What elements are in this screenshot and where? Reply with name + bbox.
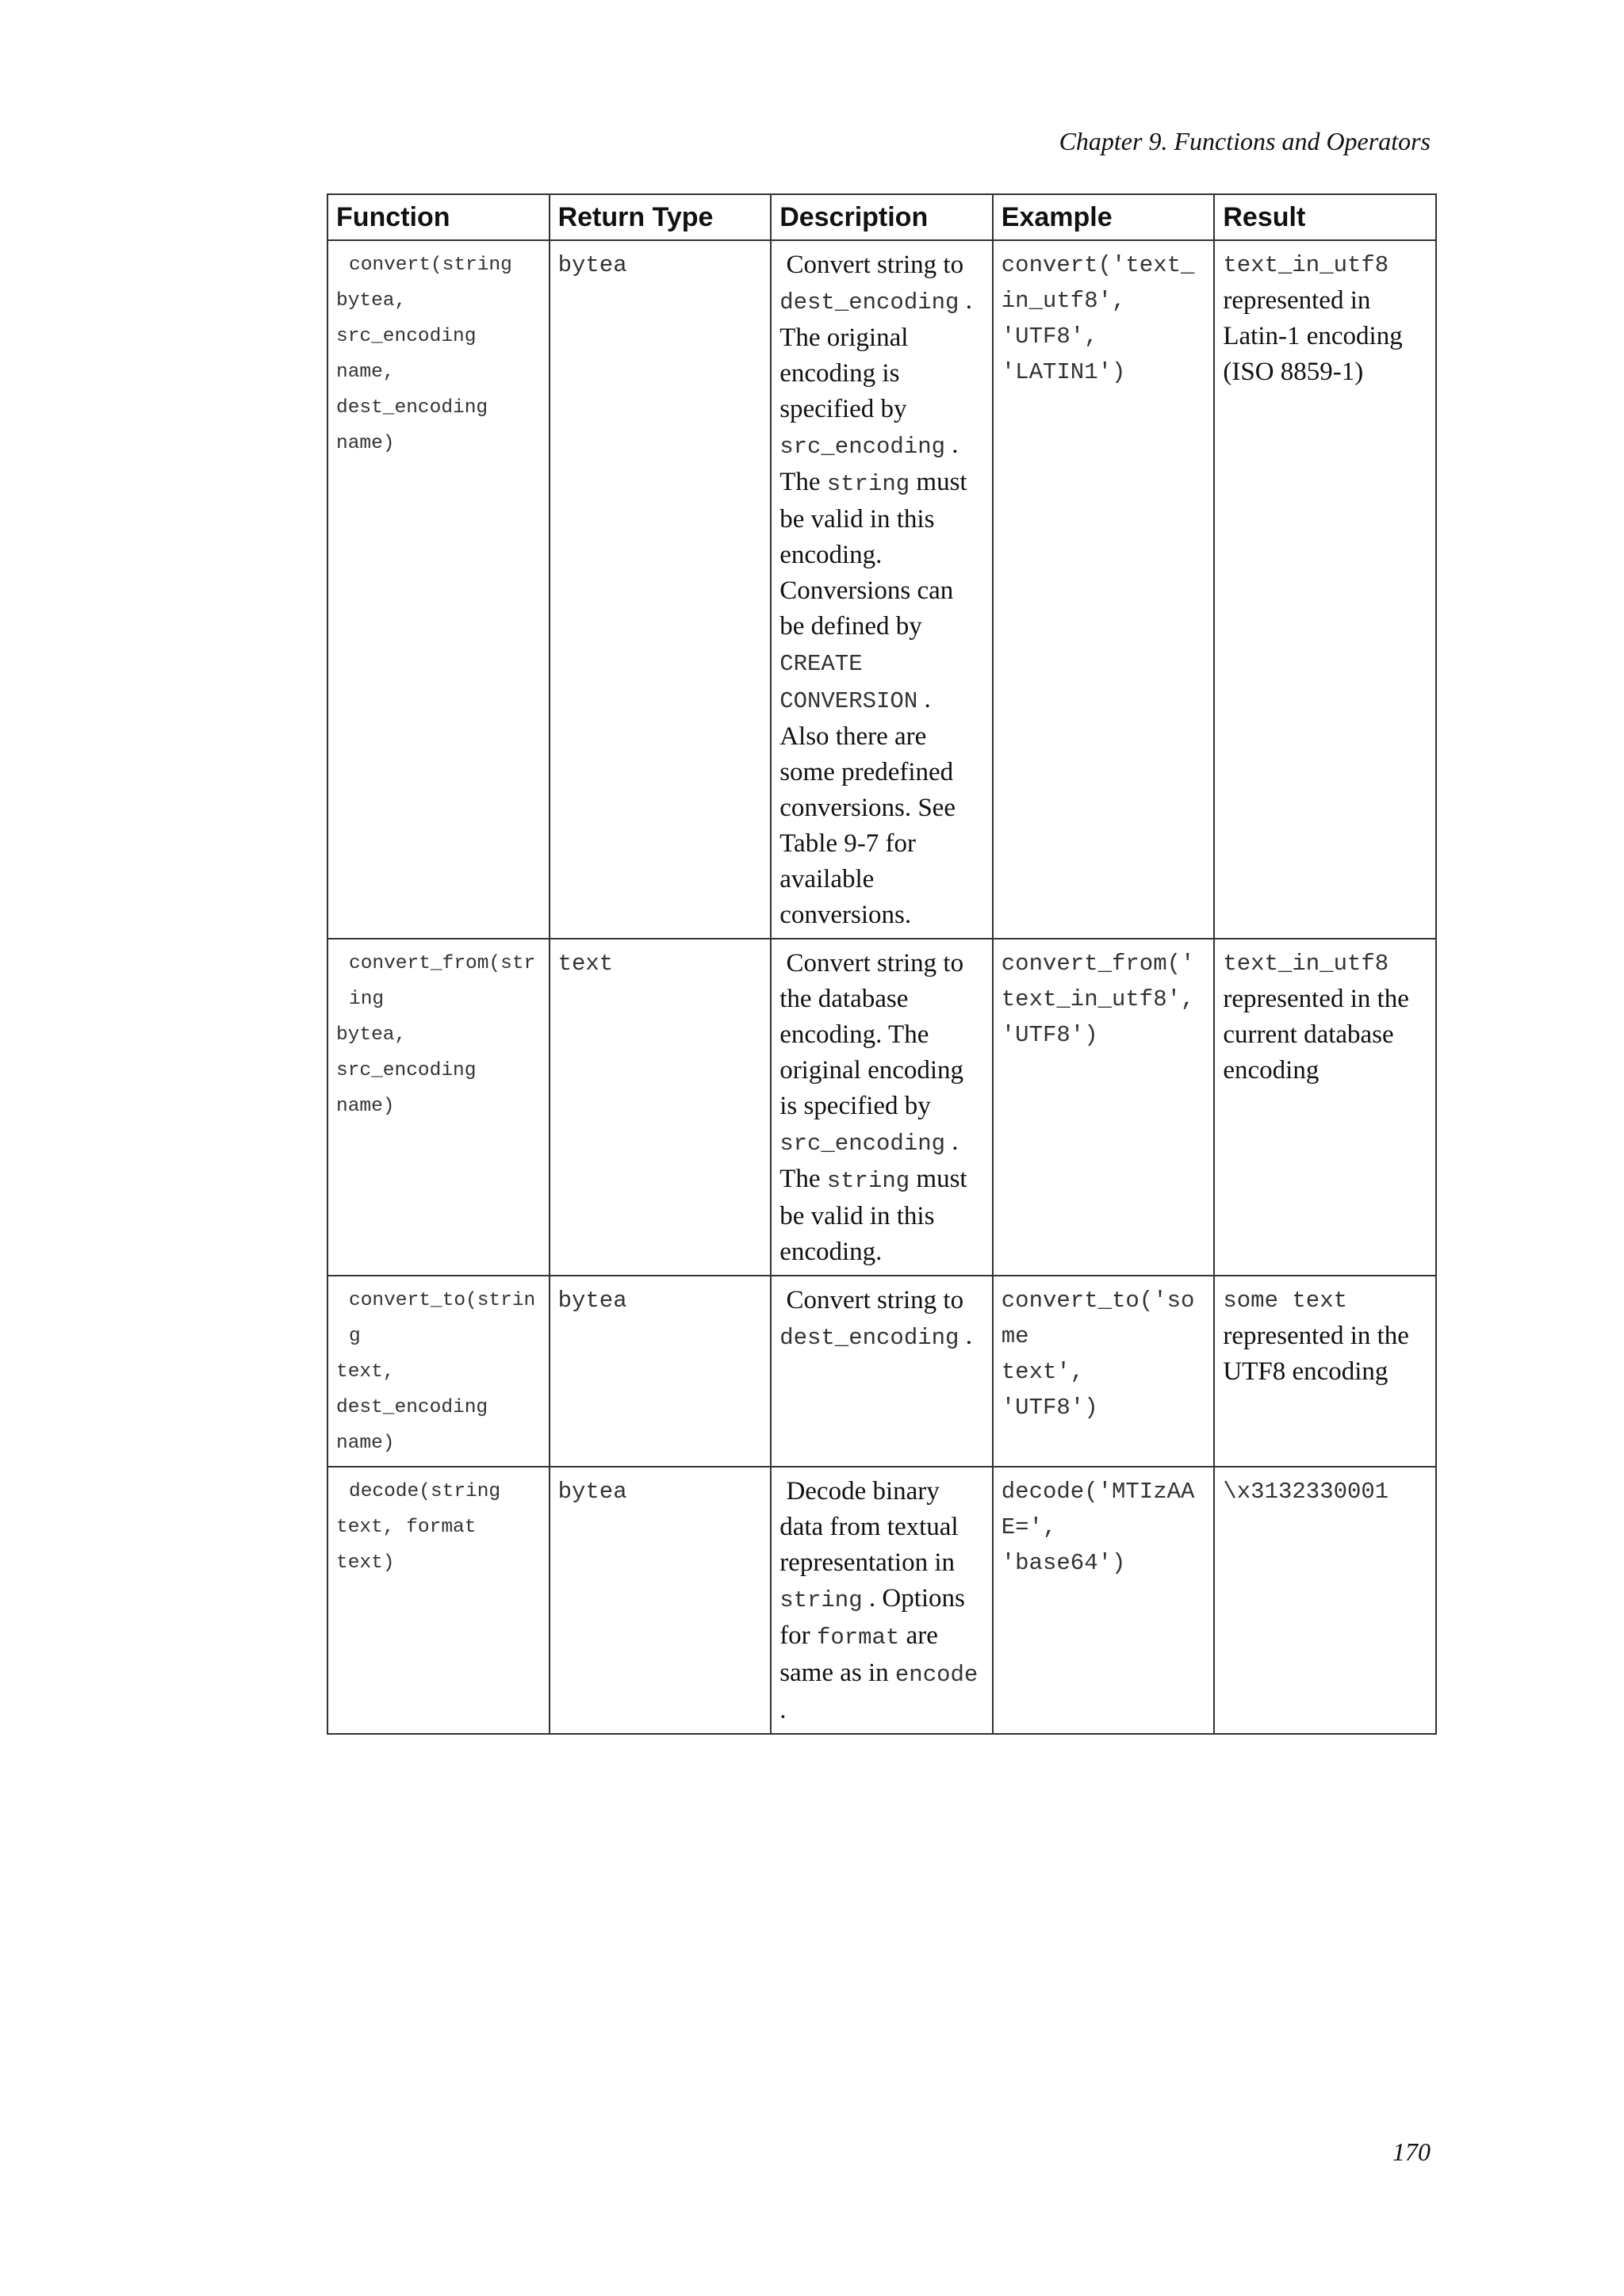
column-header-return-type: Return Type bbox=[550, 194, 772, 240]
column-header-description: Description bbox=[771, 194, 993, 240]
description-text: are same as in bbox=[779, 1621, 938, 1687]
description-code: string bbox=[826, 1168, 910, 1194]
description-code: dest_encoding bbox=[779, 1325, 959, 1351]
example-line: 'base64') bbox=[1001, 1550, 1126, 1576]
cell-result bbox=[1214, 1276, 1436, 1467]
cell-return-type bbox=[550, 1276, 772, 1467]
function-signature-line: name) bbox=[336, 1096, 395, 1117]
description-text: . bbox=[779, 1696, 787, 1724]
cell-description bbox=[771, 240, 993, 939]
return-type-value: text bbox=[557, 951, 614, 977]
cell-example bbox=[993, 939, 1215, 1276]
description-text: must be valid in this encoding. Conversions can be defined by bbox=[779, 468, 967, 641]
cell-return-type bbox=[550, 240, 772, 939]
example-line: 'UTF8', bbox=[1001, 323, 1098, 350]
cell-function bbox=[327, 939, 550, 1276]
description-code: format bbox=[816, 1624, 900, 1651]
description-text: . The bbox=[779, 430, 959, 496]
return-type-value: bytea bbox=[557, 1288, 627, 1314]
column-header-result: Result bbox=[1214, 194, 1436, 240]
description-text: Convert string to bbox=[786, 251, 964, 279]
result-text: represented in Latin-1 encoding (ISO 8859-1) bbox=[1223, 286, 1403, 386]
column-header-function: Function bbox=[327, 194, 550, 240]
example-line: convert_from('text_in_utf8', bbox=[1001, 951, 1195, 1012]
description-code: src_encoding bbox=[779, 434, 946, 460]
example-line: decode('MTIzAAE=', bbox=[1001, 1479, 1195, 1540]
example-line: convert('text_in_utf8', bbox=[1001, 252, 1195, 314]
cell-return-type bbox=[550, 939, 772, 1276]
description-text: . Also there are some predefined conversions. See Table 9-7 for available conversions. bbox=[779, 685, 956, 929]
description-text: Convert string to bbox=[786, 1286, 964, 1314]
functions-table bbox=[327, 193, 1437, 1735]
table-row bbox=[327, 240, 1436, 939]
description-code: CREATE CONVERSION bbox=[779, 651, 918, 714]
function-signature-line: bytea, bbox=[336, 1024, 407, 1046]
example-line: 'UTF8') bbox=[1001, 1395, 1098, 1421]
function-signature-line: src_encoding bbox=[336, 326, 477, 347]
description-text: . Options for bbox=[779, 1584, 965, 1650]
cell-description bbox=[771, 939, 993, 1276]
function-signature-line: convert_from(string bbox=[349, 953, 536, 1010]
return-type-value: bytea bbox=[557, 1479, 627, 1505]
result-code: some text bbox=[1223, 1288, 1348, 1314]
description-code: encode bbox=[894, 1662, 979, 1688]
table-row bbox=[327, 1467, 1436, 1734]
cell-result bbox=[1214, 1467, 1436, 1734]
description-code: src_encoding bbox=[779, 1131, 946, 1157]
description-text: . The original encoding is specified by bbox=[779, 286, 972, 423]
cell-description bbox=[771, 1276, 993, 1467]
cell-function bbox=[327, 1276, 550, 1467]
function-signature-line: src_encoding bbox=[336, 1060, 477, 1081]
function-signature-line: name) bbox=[336, 433, 395, 454]
description-text: Decode binary data from textual representation in bbox=[779, 1477, 959, 1577]
function-signature-line: text) bbox=[336, 1552, 395, 1574]
table-row bbox=[327, 1276, 1436, 1467]
example-line: 'UTF8') bbox=[1001, 1022, 1098, 1048]
result-code: text_in_utf8 bbox=[1223, 252, 1389, 278]
description-code: dest_encoding bbox=[779, 289, 959, 316]
table-row bbox=[327, 939, 1436, 1276]
description-text: must be valid in this encoding. bbox=[779, 1165, 967, 1266]
example-line: convert_to('some bbox=[1001, 1288, 1195, 1349]
description-text: Convert string to the database encoding. The original encoding is specified by bbox=[779, 949, 964, 1120]
function-signature-line: name) bbox=[336, 1433, 395, 1454]
cell-return-type bbox=[550, 1467, 772, 1734]
return-type-value: bytea bbox=[557, 252, 627, 278]
table-header-row bbox=[327, 194, 1436, 240]
table-body bbox=[327, 240, 1436, 1734]
function-signature-line: name, bbox=[336, 362, 395, 383]
result-text: represented in the current database encoding bbox=[1223, 985, 1409, 1085]
column-header-example: Example bbox=[993, 194, 1215, 240]
function-signature-line: convert(string bbox=[349, 254, 512, 276]
cell-result bbox=[1214, 939, 1436, 1276]
function-signature-line: convert_to(string bbox=[349, 1290, 536, 1347]
function-signature-line: text, bbox=[336, 1361, 395, 1383]
function-signature-line: dest_encoding bbox=[336, 397, 488, 419]
description-text: . bbox=[965, 1322, 972, 1350]
description-text: . The bbox=[779, 1127, 959, 1193]
result-code: \x3132330001 bbox=[1223, 1479, 1389, 1505]
cell-function bbox=[327, 240, 550, 939]
cell-function bbox=[327, 1467, 550, 1734]
description-code: string bbox=[826, 471, 910, 497]
page-number: 170 bbox=[1392, 2137, 1431, 2166]
description-code: string bbox=[779, 1587, 863, 1613]
cell-result bbox=[1214, 240, 1436, 939]
function-signature-line: bytea, bbox=[336, 290, 407, 312]
cell-description bbox=[771, 1467, 993, 1734]
function-signature-line: dest_encoding bbox=[336, 1397, 488, 1418]
cell-example bbox=[993, 1276, 1215, 1467]
result-text: represented in the UTF8 encoding bbox=[1223, 1322, 1409, 1386]
cell-example bbox=[993, 1467, 1215, 1734]
function-signature-line: decode(string bbox=[349, 1481, 501, 1502]
result-code: text_in_utf8 bbox=[1223, 951, 1389, 977]
running-header: Chapter 9. Functions and Operators bbox=[1059, 127, 1431, 155]
example-line: text', bbox=[1001, 1359, 1085, 1385]
example-line: 'LATIN1') bbox=[1001, 359, 1126, 385]
function-signature-line: text, format bbox=[336, 1517, 477, 1538]
cell-example bbox=[993, 240, 1215, 939]
